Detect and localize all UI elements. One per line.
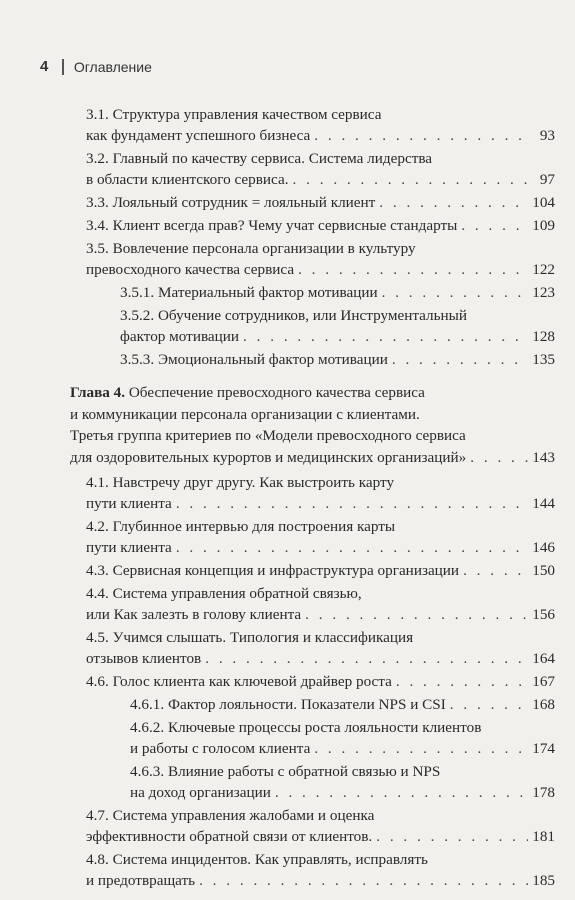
- dot-leader: [463, 560, 528, 581]
- toc-entry[interactable]: [0, 215, 575, 236]
- toc-entry-text: 4.2. Глубинное интервью для построения карты: [86, 518, 396, 535]
- toc-entry[interactable]: [0, 805, 575, 847]
- toc-entry-text: или Как залезть в голову клиента: [86, 606, 302, 623]
- toc-entry-text: 4.6. Голос клиента как ключевой драйвер роста: [86, 673, 392, 690]
- toc-entry-text: для оздоровительных курортов и медицинских организаций»: [70, 448, 467, 466]
- toc-entry-last-line: [86, 560, 555, 581]
- toc-entry-last-line: [130, 738, 555, 759]
- dot-leader: [176, 537, 528, 558]
- toc-entry-text: 3.5.1. Материальный фактор мотивации: [120, 284, 378, 301]
- toc-page-number: 164: [532, 650, 555, 667]
- toc-entry-text: и предотвращать: [86, 872, 196, 889]
- dot-leader: [396, 671, 528, 692]
- toc-entry-line: [70, 425, 555, 447]
- toc-entry-line: [86, 238, 555, 259]
- toc-entry[interactable]: [0, 349, 575, 370]
- toc-entry-last-line: [120, 282, 555, 303]
- toc-entry-text: 4.6.1. Фактор лояльности. Показатели NPS и CSI: [130, 696, 446, 713]
- toc-entry[interactable]: [0, 717, 575, 759]
- toc-page-number: 156: [532, 606, 555, 623]
- toc-entry[interactable]: [0, 583, 575, 625]
- toc-entry-last-line: [120, 326, 555, 347]
- toc-page-number: 146: [532, 539, 555, 556]
- toc-page-number: 97: [539, 171, 555, 188]
- dot-leader: [314, 738, 528, 759]
- toc-page-number: 143: [532, 448, 555, 466]
- toc-entry-line: [70, 404, 555, 426]
- toc-entry-text: пути клиента: [86, 495, 172, 512]
- toc-entry-line: [86, 849, 555, 870]
- toc-entry-line: [120, 305, 555, 326]
- toc-entry-text: эффективности обратной связи от клиентов.: [86, 828, 373, 845]
- toc-entry[interactable]: [0, 104, 575, 146]
- toc-entry-last-line: [86, 671, 555, 692]
- toc-entry-text: 3.2. Главный по качеству сервиса. Система лидерства: [86, 150, 433, 167]
- dot-leader: [293, 169, 529, 190]
- dot-leader: [205, 648, 528, 669]
- toc-entry-text: отзывов клиентов: [86, 650, 202, 667]
- toc-entry-text: 4.1. Навстречу друг другу. Как выстроить карту: [86, 474, 395, 491]
- toc-entry[interactable]: [0, 761, 575, 803]
- toc-entry-text: 3.5. Вовлечение персонала организации в культуру: [86, 240, 416, 257]
- toc-entry-line: [86, 583, 555, 604]
- toc-page-number: 167: [532, 673, 555, 690]
- toc-entry[interactable]: [0, 627, 575, 669]
- toc-entry-last-line: [130, 694, 555, 715]
- dot-leader: [392, 349, 528, 370]
- toc-entry[interactable]: [0, 148, 575, 190]
- toc-entry-text: 4.3. Сервисная концепция и инфраструктура организации: [86, 562, 460, 579]
- toc-entry-text: 4.6.2. Ключевые процессы роста лояльности клиентов: [130, 719, 482, 736]
- running-title: Оглавление: [73, 58, 152, 75]
- toc-entry-line: [86, 516, 555, 537]
- dot-leader: [243, 326, 528, 347]
- dot-leader: [470, 447, 528, 469]
- toc-entry-last-line: [70, 447, 555, 469]
- toc-entry-text: 3.5.3. Эмоциональный фактор мотивации: [120, 351, 388, 368]
- dot-leader: [379, 192, 528, 213]
- dot-leader: [314, 125, 529, 146]
- toc-page-number: 122: [532, 261, 555, 278]
- toc-entry-last-line: [86, 192, 555, 213]
- toc-entry[interactable]: [0, 560, 575, 581]
- toc-page-number: 185: [532, 872, 555, 889]
- toc-entry-text: 3.5.2. Обучение сотрудников, или Инструментальный: [120, 307, 468, 324]
- toc-entry-last-line: [86, 493, 555, 514]
- toc-entry[interactable]: [0, 516, 575, 558]
- dot-leader: [305, 604, 528, 625]
- dot-leader: [450, 694, 528, 715]
- toc-entry-text: как фундамент успешного бизнеса: [86, 127, 311, 144]
- dot-leader: [275, 782, 528, 803]
- toc-entry[interactable]: [0, 472, 575, 514]
- table-of-contents: [0, 104, 575, 893]
- toc-entry-last-line: [86, 648, 555, 669]
- toc-page-number: 109: [532, 217, 555, 234]
- toc-entry-last-line: [86, 826, 555, 847]
- toc-page-number: 181: [532, 828, 555, 845]
- toc-entry-text: и коммуникации персонала организации с клиентами.: [70, 405, 420, 423]
- toc-entry[interactable]: [0, 849, 575, 891]
- dot-leader: [176, 493, 528, 514]
- toc-entry-line: [86, 805, 555, 826]
- toc-entry[interactable]: [0, 305, 575, 347]
- toc-entry-text: 3.3. Лояльный сотрудник = лояльный клиент: [86, 194, 376, 211]
- toc-entry-last-line: [86, 259, 555, 280]
- toc-entry-last-line: [86, 604, 555, 625]
- toc-page-number: 178: [532, 784, 555, 801]
- toc-entry-text: в области клиентского сервиса.: [86, 171, 289, 188]
- toc-entry-line: [86, 148, 555, 169]
- toc-entry-last-line: [86, 215, 555, 236]
- toc-page-number: 168: [532, 696, 555, 713]
- toc-entry-last-line: [86, 537, 555, 558]
- toc-entry-text: превосходного качества сервиса: [86, 261, 295, 278]
- toc-entry-last-line: [86, 169, 555, 190]
- page-number: 4: [40, 58, 49, 75]
- toc-entry-text: Обеспечение превосходного качества сервиса: [125, 384, 425, 401]
- toc-entry-line: [130, 717, 555, 738]
- toc-entry[interactable]: [0, 238, 575, 280]
- page-header: [40, 58, 152, 75]
- dot-leader: [382, 282, 529, 303]
- chapter-label: Глава 4.: [70, 384, 126, 401]
- toc-entry-text: фактор мотивации: [120, 328, 240, 345]
- toc-entry[interactable]: [0, 192, 575, 213]
- dot-leader: [199, 870, 528, 891]
- toc-entry[interactable]: [0, 382, 575, 468]
- toc-entry-line: [70, 382, 555, 404]
- toc-entry-text: 3.4. Клиент всегда прав? Чему учат сервисные стандарты: [86, 217, 458, 234]
- toc-entry-last-line: [120, 349, 555, 370]
- toc-entry-text: 4.4. Система управления обратной связью,: [86, 585, 362, 602]
- toc-entry-last-line: [130, 782, 555, 803]
- toc-entry-text: на доход организации: [130, 784, 271, 801]
- toc-entry-text: и работы с голосом клиента: [130, 740, 311, 757]
- toc-page-number: 144: [532, 495, 555, 512]
- toc-entry-text: пути клиента: [86, 539, 172, 556]
- toc-entry-line: [86, 472, 555, 493]
- dot-leader: [298, 259, 528, 280]
- toc-entry-last-line: [86, 870, 555, 891]
- toc-entry-line: [130, 761, 555, 782]
- toc-entry-line: [86, 104, 555, 125]
- toc-page-number: 128: [532, 328, 555, 345]
- toc-page-number: 135: [532, 351, 555, 368]
- toc-entry-line: [86, 627, 555, 648]
- toc-entry[interactable]: [0, 671, 575, 692]
- dot-leader: [376, 826, 528, 847]
- toc-page-number: 93: [539, 127, 555, 144]
- toc-entry-text: 3.1. Структура управления качеством сервиса: [86, 106, 382, 123]
- toc-page-number: 123: [532, 284, 555, 301]
- dot-leader: [461, 215, 528, 236]
- toc-page-number: 174: [532, 740, 555, 757]
- toc-page-number: 104: [532, 194, 555, 211]
- toc-entry-text: Третья группа критериев по «Модели превосходного сервиса: [70, 427, 466, 444]
- toc-entry-text: 4.7. Система управления жалобами и оценка: [86, 807, 375, 824]
- toc-entry-text: 4.8. Система инцидентов. Как управлять, исправлять: [86, 851, 428, 868]
- toc-entry-last-line: [86, 125, 555, 146]
- toc-entry-text: 4.5. Учимся слышать. Типология и классификация: [86, 629, 414, 646]
- toc-page-number: 150: [532, 562, 555, 579]
- toc-entry-text: 4.6.3. Влияние работы с обратной связью и NPS: [130, 763, 441, 780]
- toc-entry[interactable]: [0, 282, 575, 303]
- toc-entry[interactable]: [0, 694, 575, 715]
- header-divider: [62, 59, 64, 75]
